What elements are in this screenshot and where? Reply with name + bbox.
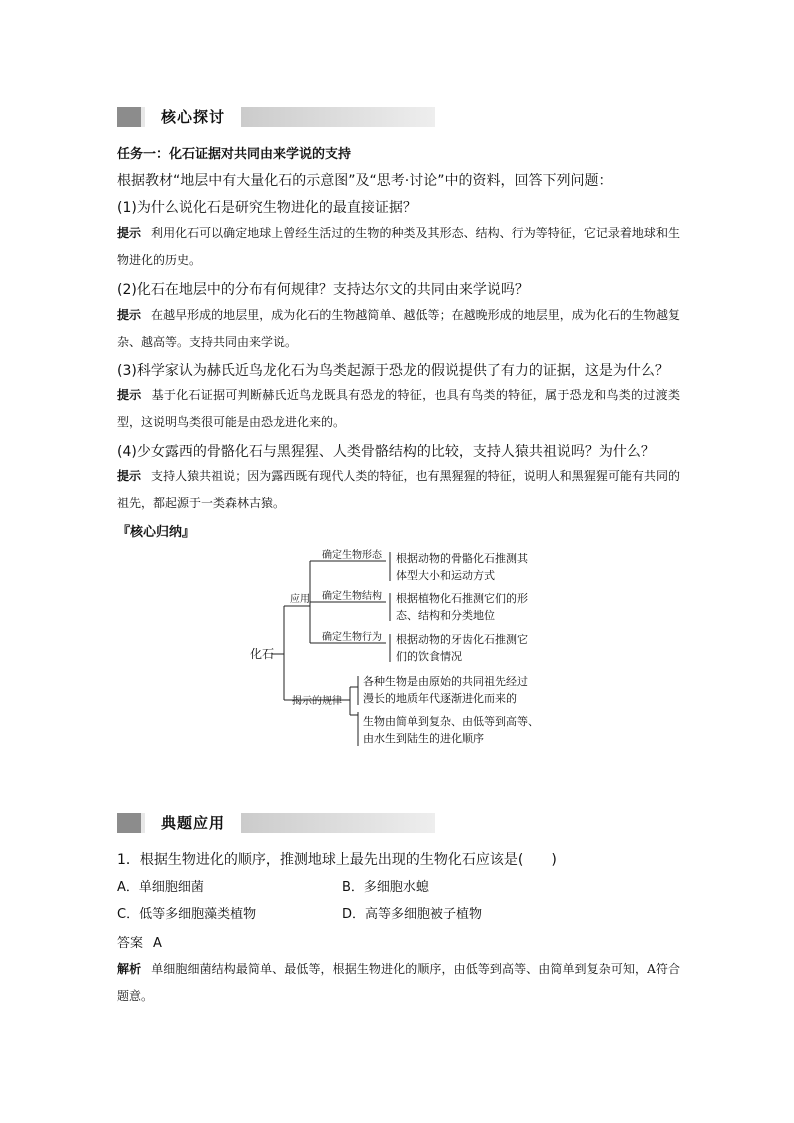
answer-value: A <box>153 936 162 951</box>
diagram-rule-1-line2: 漫长的地质年代逐渐进化而来的 <box>363 692 517 705</box>
question-4: (4)少女露西的骨骼化石与黑猩猩、人类骨骼结构的比较，支持人猿共祖说吗？为什么？ <box>117 444 655 460</box>
question-3: (3)科学家认为赫氏近鸟龙化石为鸟类起源于恐龙的假说提供了有力的证据，这是为什么？ <box>117 363 669 379</box>
hint-3: 提示 基于化石证据可判断赫氏近鸟龙既具有恐龙的特征，也具有鸟类的特征，属于恐龙和鸟类的过渡类型，这说明鸟类很可能是由恐龙进化来的。 <box>117 388 680 429</box>
diagram-use-3-line1: 根据动物的牙齿化石推测它 <box>396 633 528 646</box>
diagram-root-label: 化石 <box>250 647 275 661</box>
intro-text: 根据教材“地层中有大量化石的示意图”及“思考·讨论”中的资料，回答下列问题： <box>117 173 613 189</box>
answer-line <box>117 932 162 951</box>
hint-4: 提示 支持人猿共祖说；因为露西既有现代人类的特征，也有黑猩猩的特征，说明人和黑猩猩可能有共同的祖先，都起源于一类森林古猿。 <box>117 469 680 510</box>
diagram-use-3-name: 确定生物行为 <box>322 632 382 643</box>
diagram-use-1-line1: 根据动物的骨骼化石推测其 <box>396 552 528 565</box>
diagram-rule-2-line1: 生物由简单到复杂、由低等到高等、 <box>363 715 539 728</box>
section-banner-typical-problems <box>117 813 435 833</box>
option-c: C．低等多细胞藻类植物 <box>117 907 257 922</box>
diagram-use-2-line2: 态、结构和分类地位 <box>396 609 495 622</box>
diagram-use-2-line1: 根据植物化石推测它们的形 <box>396 592 528 605</box>
summary-heading: 『核心归纳』 <box>117 525 196 540</box>
exercise-question: 1．根据生物进化的顺序，推测地球上最先出现的生物化石应该是( ) <box>117 852 557 868</box>
hint-1: 提示 利用化石可以确定地球上曾经生活过的生物的种类及其形态、结构、行为等特征，它记录着地球和生物进化的历史。 <box>117 226 680 267</box>
diagram-use-2-name: 确定生物结构 <box>322 591 382 602</box>
section-banner-core-discussion <box>117 107 435 127</box>
diagram-branch-rule: 揭示的规律 <box>292 696 342 707</box>
question-1: (1)为什么说化石是研究生物进化的最直接证据？ <box>117 200 417 216</box>
diagram-use-1-name: 确定生物形态 <box>322 550 382 561</box>
section-title: 典题应用 <box>145 813 241 833</box>
option-b: B．多细胞水螅 <box>342 880 429 895</box>
task-title: 任务一：化石证据对共同由来学说的支持 <box>117 147 352 162</box>
diagram-use-1-line2: 体型大小和运动方式 <box>396 569 495 582</box>
fossil-concept-diagram <box>0 540 794 800</box>
diagram-rule-1-line1: 各种生物是由原始的共同祖先经过 <box>363 675 528 688</box>
option-a: A．单细胞细菌 <box>117 880 204 895</box>
diagram-branch-use: 应用 <box>290 594 310 605</box>
analysis-text: 解析 单细胞细菌结构最简单、最低等，根据生物进化的顺序，由低等到高等、由简单到复杂可知，A符合题意。 <box>117 962 680 1003</box>
section-title: 核心探讨 <box>145 107 241 127</box>
answer-label: 答案 <box>117 936 144 951</box>
hint-2: 提示 在越早形成的地层里，成为化石的生物越简单、越低等；在越晚形成的地层里，成为化石的生物越复杂、越高等。支持共同由来学说。 <box>117 308 680 349</box>
option-d: D．高等多细胞被子植物 <box>342 907 483 922</box>
diagram-use-3-line2: 们的饮食情况 <box>396 650 462 663</box>
question-2: (2)化石在地层中的分布有何规律？支持达尔文的共同由来学说吗？ <box>117 282 529 298</box>
diagram-rule-2-line2: 由水生到陆生的进化顺序 <box>363 732 484 745</box>
